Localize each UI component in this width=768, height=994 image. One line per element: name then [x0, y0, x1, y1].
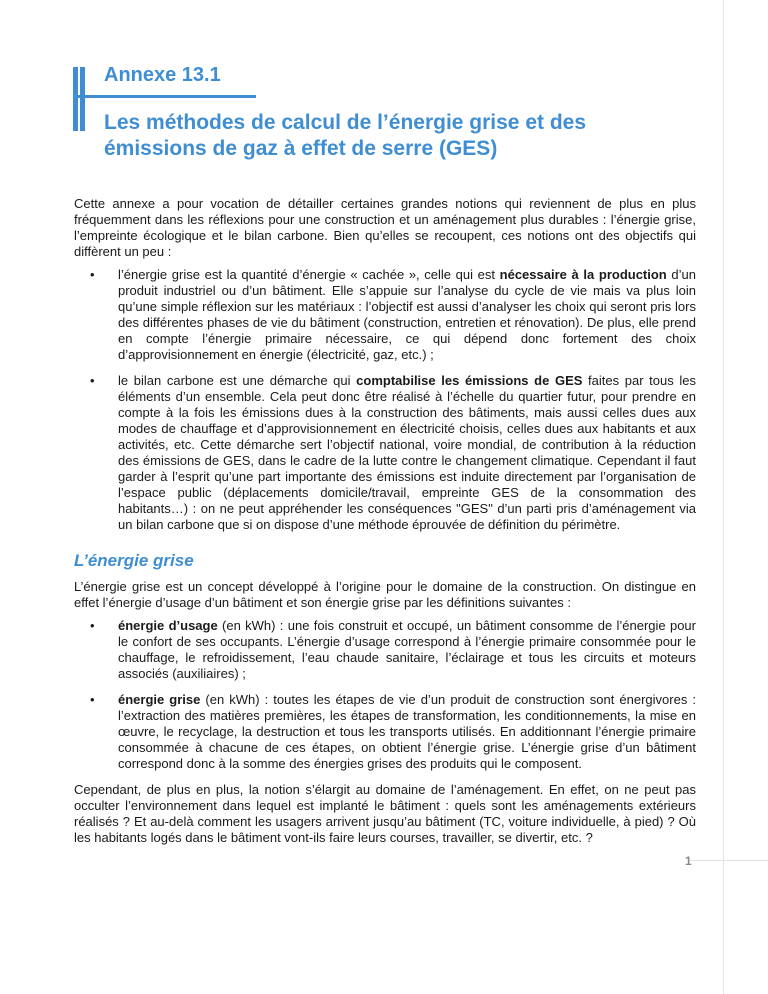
list-item-energie-grise	[74, 267, 696, 363]
closing-paragraph: Cependant, de plus en plus, la notion s’élargit au domaine de l’aménagement. En effet, on ne peut pas occulter l’environnement dans lequel est implanté le bâtiment : quels sont les aménagements extérieurs réalisés ? Et au-delà comment les usagers arrivent jusqu’au bâtiment (TC, voiture individuelle, à pied) ? Où les habitants logés dans le bâtiment vont-ils faire leurs courses, travailler, se divertir, etc. ?	[74, 782, 696, 845]
definitions-list	[74, 267, 696, 533]
intro-paragraph: Cette annexe a pour vocation de détailler certaines grandes notions qui reviennent de plus en plus fréquemment dans les réflexions pour une construction et un aménagement plus durables : l’énergie grise, l’empreinte écologique et le bilan carbone. Bien qu’elles se recoupent, ces notions ont des objectifs qui diffèrent un peu :	[74, 196, 696, 259]
list-item-term: énergie grise	[118, 692, 201, 707]
bullet-icon: •	[90, 618, 95, 633]
list-item-emphasis: nécessaire à la production	[499, 267, 667, 282]
bullet-icon: •	[90, 267, 95, 282]
list-item-text: le bilan carbone est une démarche qui	[118, 373, 357, 388]
list-item-term: énergie d’usage	[118, 618, 218, 633]
heading-accent-bar-left	[73, 67, 78, 131]
bullet-icon: •	[90, 692, 95, 707]
document-body	[74, 196, 696, 853]
page-title: Les méthodes de calcul de l’énergie grise et des émissions de gaz à effet de serre (GES)	[104, 111, 587, 160]
list-item-text: d’un produit industriel ou d’un bâtiment. Elle s’appuie sur l’analyse du cycle de vie mais va plus loin qu’une simple réflexion sur les matériaux : l’objectif est aussi d’analyser les choix qui seront pris lors des différentes phases de vie du bâtiment (construction, entretien et rénovation). De plus, elle prend en compte l’énergie primaire nécessaire, ce qui dépend donc fortement des choix d’approvisionnement en énergie (électricité, gaz, etc.) ;	[118, 267, 696, 362]
bullet-icon: •	[90, 373, 95, 388]
list-item-text: l’énergie grise est la quantité d’énergie « cachée », celle qui est	[118, 267, 500, 282]
list-item-text: faites par tous les éléments d’un ensemble. Cela peut donc être réalisé à l’échelle du quartier futur, pour prendre en compte à la fois les émissions dues à la construction des bâtiments, mais aussi celles dues aux modes de chauffage et d’approvisionnement en électricité choisis, celles dues aux habitants et aux activités, etc. Cette démarche sert l’objectif national, voire mondial, de contribution à la réduction des émissions de GES, dans le cadre de la lutte contre le changement climatique. Cependant il faut garder à l’esprit qu’une part importante des émissions est induite directement par l’organisation de l’espace public (déplacements domicile/travail, empreinte GES de la consommation des habitants…) : on ne peut appréhender les conséquences "GES" d’un parti pris d’aménagement via un bilan carbone que si on dispose d’une méthode éprouvée de définition du périmètre.	[118, 373, 696, 532]
list-item-text: (en kWh) : une fois construit et occupé, un bâtiment consomme de l’énergie pour le confort de ses occupants. L’énergie d’usage correspond à l’énergie primaire consommée pour le chauffage, le refroidissement, l’eau chaude sanitaire, l’éclairage et tous les circuits et moteurs associés (auxiliaires) ;	[118, 618, 696, 681]
list-item-bilan-carbone	[74, 373, 696, 533]
list-item-energie-grise-def	[74, 692, 696, 772]
heading-accent-underline	[73, 95, 256, 98]
heading-accent-bar-right	[80, 67, 85, 131]
page-number: 1	[685, 854, 692, 868]
section-intro-paragraph: L’énergie grise est un concept développé à l’origine pour le domaine de la construction. On distingue en effet l’énergie d’usage d’un bâtiment et son énergie grise par les définitions suivantes :	[74, 579, 696, 610]
list-item-text: (en kWh) : toutes les étapes de vie d’un produit de construction sont énergivores : l’extraction des matières premières, les étapes de transformation, les conditionnements, la mise en œuvre, le recyclage, la destruction et tous les transports utilisés. En additionnant l’énergie primaire consommée à chacune de ces étapes, on obtient l’énergie grise. L’énergie grise d’un bâtiment correspond donc à la somme des énergies grises des produits qui le composent.	[118, 692, 696, 771]
margin-guide-horizontal	[690, 860, 768, 861]
margin-guide-vertical	[723, 0, 724, 994]
annex-label: Annexe 13.1	[104, 64, 221, 86]
list-item-emphasis: comptabilise les émissions de GES	[356, 373, 583, 388]
list-item-energie-usage	[74, 618, 696, 682]
section-heading: L’énergie grise	[74, 551, 194, 570]
energy-definitions-list	[74, 618, 696, 772]
